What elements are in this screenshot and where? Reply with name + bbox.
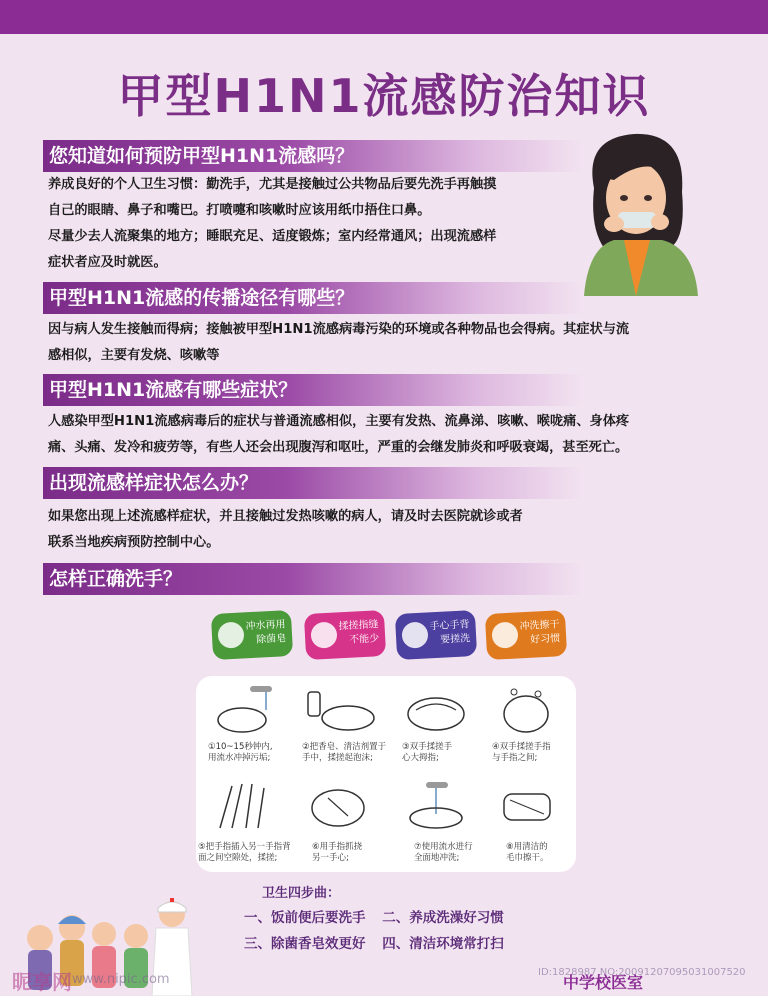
text-line: 症状者应及时就医。 — [48, 255, 167, 270]
hands-under-faucet-icon — [206, 684, 286, 736]
badge-text: 揉搓指缝 — [338, 619, 379, 633]
step-text: ⑥用手指抓挠 — [312, 842, 363, 852]
badge-text: 要搓洗 — [439, 633, 471, 646]
badge-text: 好习惯 — [529, 633, 561, 646]
tip-badge-palms — [395, 610, 477, 660]
text-line: 因与病人发生接触而得病；接触被甲型H1N1流感病毒污染的环境或各种物品也会得病。其症状与流 — [48, 322, 630, 337]
badge-text: 除菌皂 — [255, 633, 287, 646]
text-line: 痛、头痛、发冷和疲劳等，有些人还会出现腹泻和呕吐，严重的会继发肺炎和呼吸衰竭，甚至死亡。 — [48, 440, 629, 455]
step-1 — [208, 742, 300, 764]
rubbing-fingers-icon — [486, 684, 566, 736]
step-2 — [302, 742, 394, 764]
step-text: 与手指之间; — [492, 753, 538, 763]
step-text: ⑧用清洁的 — [506, 842, 548, 852]
badge-text: 手心手背 — [429, 619, 470, 633]
text-line: 如果您出现上述流感样症状，并且接触过发热咳嗽的病人，请及时去医院就诊或者 — [48, 509, 523, 524]
step-text: ④双手揉搓手指 — [492, 742, 551, 752]
watermark-url: www.nipic.com — [72, 972, 170, 987]
towel-drying-icon — [486, 780, 566, 832]
section-heading-prevention: 您知道如何预防甲型H1N1流感吗？ — [43, 140, 583, 172]
handwashing-steps-panel — [196, 676, 576, 872]
tip-badge-rinse — [211, 610, 293, 660]
top-banner — [0, 0, 768, 34]
step-text: ⑦使用流水进行 — [414, 842, 473, 852]
section-heading-symptoms: 甲型H1N1流感有哪些症状？ — [43, 374, 583, 406]
step-text: 面之间空隙处，揉搓; — [198, 853, 278, 863]
text-line: 感相似，主要有发烧、咳嗽等 — [48, 348, 220, 363]
school-clinic-label: 中学校医室 — [563, 973, 644, 992]
hygiene-song-row — [244, 932, 504, 952]
section-heading-handwashing: 怎样正确洗手？ — [43, 563, 583, 595]
step-text: ⑤把手指插入另一手指背 — [198, 842, 291, 852]
step-6 — [312, 842, 404, 864]
watermark-brand: 昵享网 — [12, 970, 72, 994]
step-3 — [402, 742, 494, 764]
text-line: 联系当地疾病预防控制中心。 — [48, 535, 220, 550]
text-line: 养成良好的个人卫生习惯：勤洗手，尤其是接触过公共物品后要先洗手再触摸 — [48, 177, 497, 192]
step-text: 全面地冲洗; — [414, 853, 460, 863]
soap-and-hands-icon — [298, 684, 378, 736]
step-8 — [506, 842, 598, 864]
section-heading-what-to-do: 出现流感样症状怎么办？ — [43, 467, 583, 499]
rinse-under-water-icon — [396, 780, 476, 832]
step-text: 用流水冲掉污垢; — [208, 753, 271, 763]
tip-badge-dry — [485, 610, 567, 660]
hygiene-song-item: 三、除菌香皂效更好 — [244, 936, 366, 952]
hygiene-song-item: 二、养成洗澡好习惯 — [382, 910, 504, 926]
section-text-symptoms — [48, 409, 629, 461]
hygiene-song-title: 卫生四步曲： — [262, 886, 341, 901]
scrubbing-palm-icon — [298, 780, 378, 832]
interlaced-fingers-icon — [206, 780, 286, 832]
step-7 — [414, 842, 506, 864]
woman-covering-mouth-illustration — [574, 128, 704, 296]
step-text: ②把香皂、清洁剂置于 — [302, 742, 387, 752]
section-text-transmission — [48, 317, 629, 369]
step-text: ①10~15秒钟内, — [208, 742, 273, 752]
section-text-prevention — [48, 172, 496, 276]
rubbing-palms-icon — [396, 684, 476, 736]
tip-badge-fingers — [304, 610, 386, 660]
section-text-what-to-do — [48, 504, 523, 556]
step-text: 另一手心; — [312, 853, 349, 863]
step-4 — [492, 742, 584, 764]
hygiene-song-item: 四、清洁环境常打扫 — [382, 936, 504, 952]
step-5 — [198, 842, 290, 864]
badge-text: 冲水再用 — [245, 619, 286, 633]
page-title: 甲型H1N1流感防治知识 — [117, 69, 651, 123]
hygiene-song-row — [244, 906, 504, 926]
hygiene-song-item: 一、饭前便后要洗手 — [244, 910, 366, 926]
step-text: 手中，揉搓起泡沫; — [302, 753, 373, 763]
step-text: 毛巾擦干。 — [506, 853, 549, 863]
watermark-id: ID:1828987 NO:20091207095031007520 — [538, 967, 746, 978]
section-heading-transmission: 甲型H1N1流感的传播途径有哪些？ — [43, 282, 583, 314]
badge-text: 不能少 — [348, 633, 380, 646]
text-line: 尽量少去人流聚集的地方；睡眠充足、适度锻炼；室内经常通风；出现流感样 — [48, 229, 497, 244]
text-line: 人感染甲型H1N1流感病毒后的症状与普通流感相似，主要有发热、流鼻涕、咳嗽、喉咙痛、身体疼 — [48, 414, 630, 429]
badge-text: 冲洗擦干 — [519, 619, 560, 633]
text-line: 自己的眼睛、鼻子和嘴巴。打喷嚏和咳嗽时应该用纸巾捂住口鼻。 — [48, 203, 431, 218]
step-text: ③双手揉搓手 — [402, 742, 453, 752]
step-text: 心大拇指; — [402, 753, 439, 763]
